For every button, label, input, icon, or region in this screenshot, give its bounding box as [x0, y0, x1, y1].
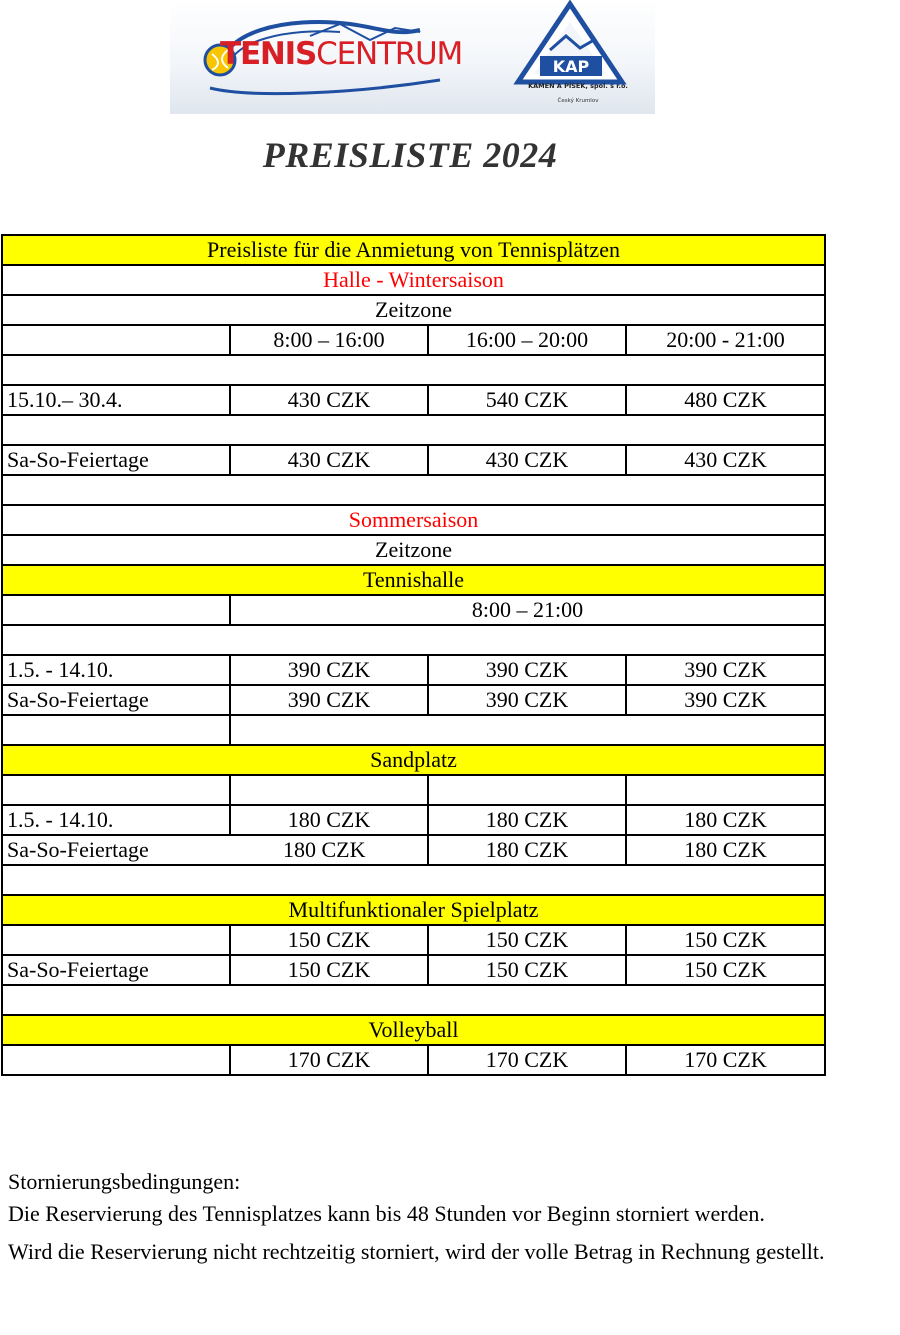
price-cell: 540 CZK — [428, 385, 626, 415]
time-slot-2: 16:00 – 20:00 — [428, 325, 626, 355]
winter-times-row — [2, 325, 825, 355]
price-cell: 150 CZK — [626, 955, 825, 985]
price-cell: 390 CZK — [428, 685, 626, 715]
price-cell: 150 CZK — [626, 925, 825, 955]
table-row — [2, 385, 825, 415]
notes-paragraph-1: Die Reservierung des Tennisplatzes kann bis 48 Stunden vor Beginn storniert werden. — [8, 1201, 765, 1226]
table-caption: Preisliste für die Anmietung von Tennisplätzen — [2, 235, 825, 265]
table-row-blank — [2, 415, 825, 445]
price-cell: 150 CZK — [230, 925, 428, 955]
table-cell-empty — [2, 715, 230, 745]
price-cell: 430 CZK — [626, 445, 825, 475]
price-cell: 430 CZK — [230, 385, 428, 415]
price-cell: 150 CZK — [428, 925, 626, 955]
price-cell: 180 CZK — [283, 837, 366, 862]
period-label: Sa-So-Feiertage — [2, 445, 230, 475]
logo-banner — [170, 0, 655, 114]
time-slot-3: 20:00 - 21:00 — [626, 325, 825, 355]
table-cell-empty — [2, 325, 230, 355]
period-label — [2, 1045, 230, 1075]
summer-zone-label: Zeitzone — [2, 535, 825, 565]
tenniscentrum-wordmark: TENISCENTRUM — [220, 36, 463, 72]
period-label: Sa-So-Feiertage — [7, 837, 149, 862]
table-cell-empty — [2, 625, 825, 655]
price-cell: 430 CZK — [428, 445, 626, 475]
period-label — [2, 925, 230, 955]
table-row-blank — [2, 625, 825, 655]
price-cell: 430 CZK — [230, 445, 428, 475]
table-row — [2, 925, 825, 955]
section-header-multifunktional: Multifunktionaler Spielplatz — [2, 895, 825, 925]
table-cell-empty — [2, 985, 825, 1015]
price-cell: 180 CZK — [428, 805, 626, 835]
table-cell-empty — [230, 775, 428, 805]
table-cell-empty — [2, 415, 825, 445]
period-price-merged — [2, 835, 428, 865]
price-cell: 180 CZK — [230, 805, 428, 835]
sand-header-row — [2, 745, 825, 775]
section-header-tennishalle: Tennishalle — [2, 565, 825, 595]
kap-company-name: KÁMEN A PÍSEK, spol. s r.o. — [528, 82, 628, 90]
table-cell-empty — [2, 475, 825, 505]
table-row-blank — [2, 715, 825, 745]
table-row — [2, 1045, 825, 1075]
notes-paragraph-2: Wird die Reservierung nicht rechtzeitig storniert, wird der volle Betrag in Rechnung gestellt. — [8, 1239, 825, 1264]
page-title: PREISLISTE 2024 — [262, 135, 558, 175]
summer-zone-row — [2, 535, 825, 565]
notes-heading: Stornierungsbedingungen: — [8, 1169, 241, 1194]
table-row-blank — [2, 865, 825, 895]
price-cell: 390 CZK — [626, 655, 825, 685]
time-slot-1: 8:00 – 16:00 — [230, 325, 428, 355]
table-row — [2, 445, 825, 475]
price-cell: 170 CZK — [428, 1045, 626, 1075]
kap-logo — [510, 0, 630, 114]
period-label: Sa-So-Feiertage — [2, 955, 230, 985]
winter-zone-label: Zeitzone — [2, 295, 825, 325]
table-row — [2, 955, 825, 985]
hall-header-row — [2, 565, 825, 595]
table-row-merged — [2, 835, 825, 865]
section-header-sandplatz: Sandplatz — [2, 745, 825, 775]
table-cell-empty — [428, 775, 626, 805]
winter-season-label: Halle - Wintersaison — [2, 265, 825, 295]
hall-time-row — [2, 595, 825, 625]
price-cell: 170 CZK — [230, 1045, 428, 1075]
table-cell-empty — [2, 775, 230, 805]
multi-header-row — [2, 895, 825, 925]
price-cell: 390 CZK — [428, 655, 626, 685]
price-cell: 390 CZK — [626, 685, 825, 715]
period-label: Sa-So-Feiertage — [2, 685, 230, 715]
table-row-blank — [2, 775, 825, 805]
winter-zone-row — [2, 295, 825, 325]
table-caption-row — [2, 235, 825, 265]
cancellation-notes — [8, 1166, 900, 1268]
period-label: 1.5. - 14.10. — [2, 655, 230, 685]
table-row-blank — [2, 985, 825, 1015]
price-cell: 390 CZK — [230, 655, 428, 685]
table-cell-empty — [230, 715, 825, 745]
price-cell: 180 CZK — [626, 805, 825, 835]
price-cell: 150 CZK — [230, 955, 428, 985]
table-row-blank — [2, 475, 825, 505]
hall-time-slot: 8:00 – 21:00 — [230, 595, 825, 625]
summer-season-label: Sommersaison — [2, 505, 825, 535]
winter-season-row — [2, 265, 825, 295]
price-cell: 150 CZK — [428, 955, 626, 985]
table-cell-empty — [2, 355, 825, 385]
price-cell: 180 CZK — [626, 835, 825, 865]
table-row — [2, 805, 825, 835]
table-row — [2, 655, 825, 685]
table-cell-empty — [2, 865, 825, 895]
section-header-volleyball: Volleyball — [2, 1015, 825, 1045]
table-cell-empty — [626, 775, 825, 805]
price-cell: 180 CZK — [428, 835, 626, 865]
period-label: 1.5. - 14.10. — [2, 805, 230, 835]
kap-city: Český Krumlov — [557, 98, 599, 104]
price-cell: 170 CZK — [626, 1045, 825, 1075]
svg-text:KAP: KAP — [552, 57, 590, 76]
volley-header-row — [2, 1015, 825, 1045]
table-row — [2, 685, 825, 715]
price-cell: 390 CZK — [230, 685, 428, 715]
price-table — [1, 234, 826, 1076]
price-cell: 480 CZK — [626, 385, 825, 415]
period-label: 15.10.– 30.4. — [2, 385, 230, 415]
table-row-blank — [2, 355, 825, 385]
summer-season-row — [2, 505, 825, 535]
table-cell-empty — [2, 595, 230, 625]
